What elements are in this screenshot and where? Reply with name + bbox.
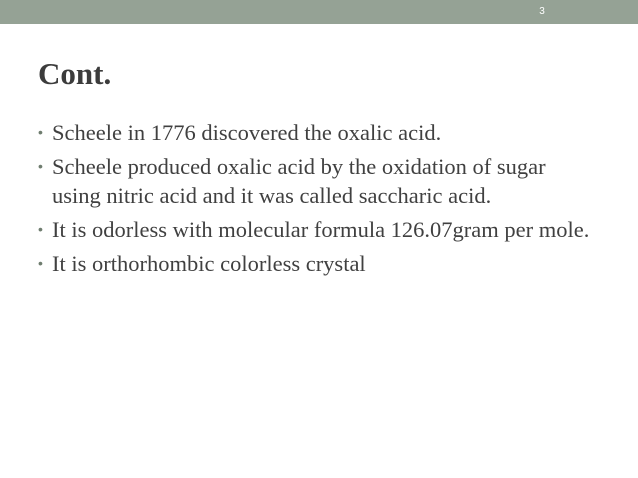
bullet-item (38, 118, 598, 147)
bullet-icon: • (38, 158, 43, 174)
bullet-text: It is odorless with molecular formula 126.07gram per mole. (52, 217, 590, 242)
bullet-text: Scheele produced oxalic acid by the oxidation of sugar using nitric acid and it was called saccharic acid. (52, 154, 546, 208)
bullet-item (38, 152, 598, 210)
bullet-icon: • (38, 221, 43, 237)
bullet-icon: • (38, 124, 43, 140)
bullet-icon: • (38, 255, 43, 271)
bullet-item (38, 215, 598, 244)
bullet-list (38, 118, 598, 283)
slide-number: 3 (539, 6, 545, 17)
bullet-item (38, 249, 598, 278)
slide-title: Cont. (38, 56, 112, 91)
bullet-text: It is orthorhombic colorless crystal (52, 251, 366, 276)
header-bar (0, 0, 638, 24)
bullet-text: Scheele in 1776 discovered the oxalic acid. (52, 120, 442, 145)
